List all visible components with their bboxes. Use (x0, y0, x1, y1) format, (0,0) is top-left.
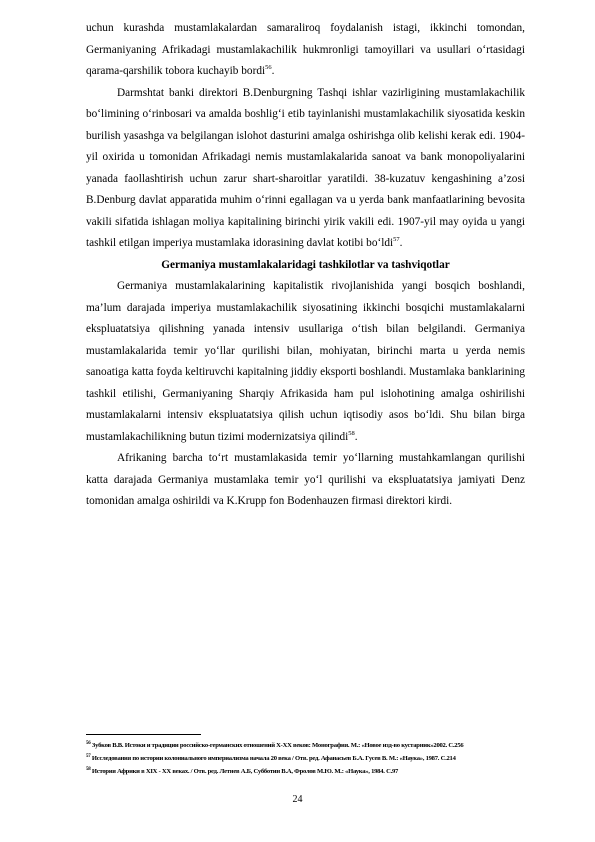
paragraph-text: Germaniya mustamlakalarining kapitalistik rivojlanishida yangi bosqich boshlandi, ma’lum darajada imperiya mustamlakachilik siyosatining ikkinchi bosqichi mustamlakalarni ekspluatatsiya qilishning yanada intensiv usullariga o‘tish bilan belgilandi. Germaniya mustamlakalarida temir yo‘llar qurilishi bilan, mohiyatan, birinchi marta u yerda nemis sanoatiga katta foyda keltiruvchi kapitalning jiddiy eksporti boshlandi. Mustamlaka banklarining tashkil etilishi, Germaniyaning Sharqiy Afrikasida ham pul islohotining amalga oshirilishi mustamlakalarni intensiv ekspluatatsiya qilish uchun iqtisodiy asos bo‘ldi. Shu bilan birga mustamlakachilikning butun tizimi modernizatsiya qilindi (86, 280, 525, 443)
footnote-58: $^{58}$ История Африки в XIX - XX веках. / Отв. ред. Летнев А.Б, Субботин В.А, Фролов М.Ю. М.: «Наука», 1984. С.97 (86, 766, 399, 775)
document-body (86, 18, 525, 513)
paragraph-4 (86, 448, 525, 513)
footnote-divider (86, 734, 201, 735)
paragraph-3: Germaniya mustamlakalarining kapitalistik rivojlanishida yangi bosqich boshlandi, ma’lum darajada imperiya mustamlakachilik siyosatining ikkinchi bosqichi mustamlakalarni ekspluatatsiya qilishning yanada intensiv usullariga o‘tish bilan belgilandi. Germaniya mustamlakalarida temir yo‘llar qurilishi bilan, mohiyatan, birinchi marta u yerda nemis sanoatiga katta foyda keltiruvchi kapitalning jiddiy eksporti boshlandi. Mustamlaka banklarining tashkil etilishi, Germaniyaning Sharqiy Afrikasida ham pul islohotining amalga oshirilishi mustamlakalarni intensiv ekspluatatsiya qilish uchun iqtisodiy asos bo‘ldi. Shu bilan birga mustamlakachilikning butun tizimi modernizatsiya qilindi$^{58}$. (86, 280, 525, 443)
footnote-57: $^{57}$ Исследования по истории колониального империализма начала 20 века / Отв. ред. Афанасьев Б.А. Гусев В. М.: «Наука», 1987. С.214 (86, 753, 456, 762)
footnote-56: $^{56}$ Зубков В.В. Истоки и традиции российско-германских отношений X-XX веков: Монография. М.: «Новое изд-во кустарник»2002. С.256 (86, 740, 464, 749)
paragraph-text: uchun kurashda mustamlakalardan samaraliroq foydalanish istagi, ikkinchi tomondan, Germaniyaning Afrikadagi mustamlakachilik hukmronligi tamoyillari va usullari o‘rtasidagi qarama-qarshilik tobora kuchayib bordi (86, 22, 525, 77)
section-heading: Germaniya mustamlakalaridagi tashkilotlar va tashviqotlar (161, 258, 450, 271)
page-number: 24 (292, 794, 303, 805)
footnotes (86, 739, 525, 778)
footnote-ref-56[interactable]: 56 (265, 64, 272, 72)
footnote-ref-58[interactable]: 58 (348, 429, 355, 437)
footnote-ref-57[interactable]: 57 (393, 236, 400, 244)
paragraph-text: Darmshtat banki direktori B.Denburgning Tashqi ishlar vazirligining mustamlakachilik bo‘limining o‘rinbosari va amalda boshlig‘i etib tayinlanishi mustamlakachilik siyosatida keskin burilish yasashga va belgilangan islohot dasturini amalga oshirishga olib kelishi kerak edi. 1904-yil oxirida u tomonidan Afrikadagi nemis mustamlakalarida sanoat va bank monopoliyalarini yanada faollashtirish uchun zarur shart-sharoitlar yaratildi. 38-kuzatuv kengashining a’zosi B.Denburg davlat apparatida muhim o‘rinni egallagan va u yerda bank manfaatlarining bevosita vakili sifatida ishlagan moliya kapitalining birinchi yirik vakili edi. 1907-yil may oyida u yangi tashkil etilgan imperiya mustamlaka idorasining davlat kotibi bo‘ldi (86, 86, 525, 249)
paragraph-1: uchun kurashda mustamlakalardan samaraliroq foydalanish istagi, ikkinchi tomondan, Germaniyaning Afrikadagi mustamlakachilik hukmronligi tamoyillari va usullari o‘rtasidagi qarama-qarshilik tobora kuchayib bordi$^{56}$. (86, 22, 525, 77)
paragraph-2: Darmshtat banki direktori B.Denburgning Tashqi ishlar vazirligining mustamlakachilik bo‘limining o‘rinbosari va amalda boshlig‘i etib tayinlanishi mustamlakachilik siyosatida keskin burilish yasashga va belgilangan islohot dasturini amalga oshirishga olib kelishi kerak edi. 1904-yil oxirida u tomonidan Afrikadagi nemis mustamlakalarida sanoat va bank monopoliyalarini yanada faollashtirish uchun zarur shart-sharoitlar yaratildi. 38-kuzatuv kengashining a’zosi B.Denburg davlat apparatida muhim o‘rinni egallagan va u yerda bank manfaatlarining bevosita vakili sifatida ishlagan moliya kapitalining birinchi yirik vakili edi. 1907-yil may oyida u yangi tashkil etilgan imperiya mustamlaka idorasining davlat kotibi bo‘ldi$^{57}$. (86, 86, 525, 249)
paragraph-text: Afrikaning barcha to‘rt mustamlakasida temir yo‘llarning mustahkamlangan qurilishi katta darajada Germaniya mustamlaka temir yo‘l qurilishi va ekspluatatsiya jamiyati Denz tomonidan amalga oshirildi va K.Krupp fon Bodenhauzen firmasi direktori kirdi. (86, 452, 525, 507)
